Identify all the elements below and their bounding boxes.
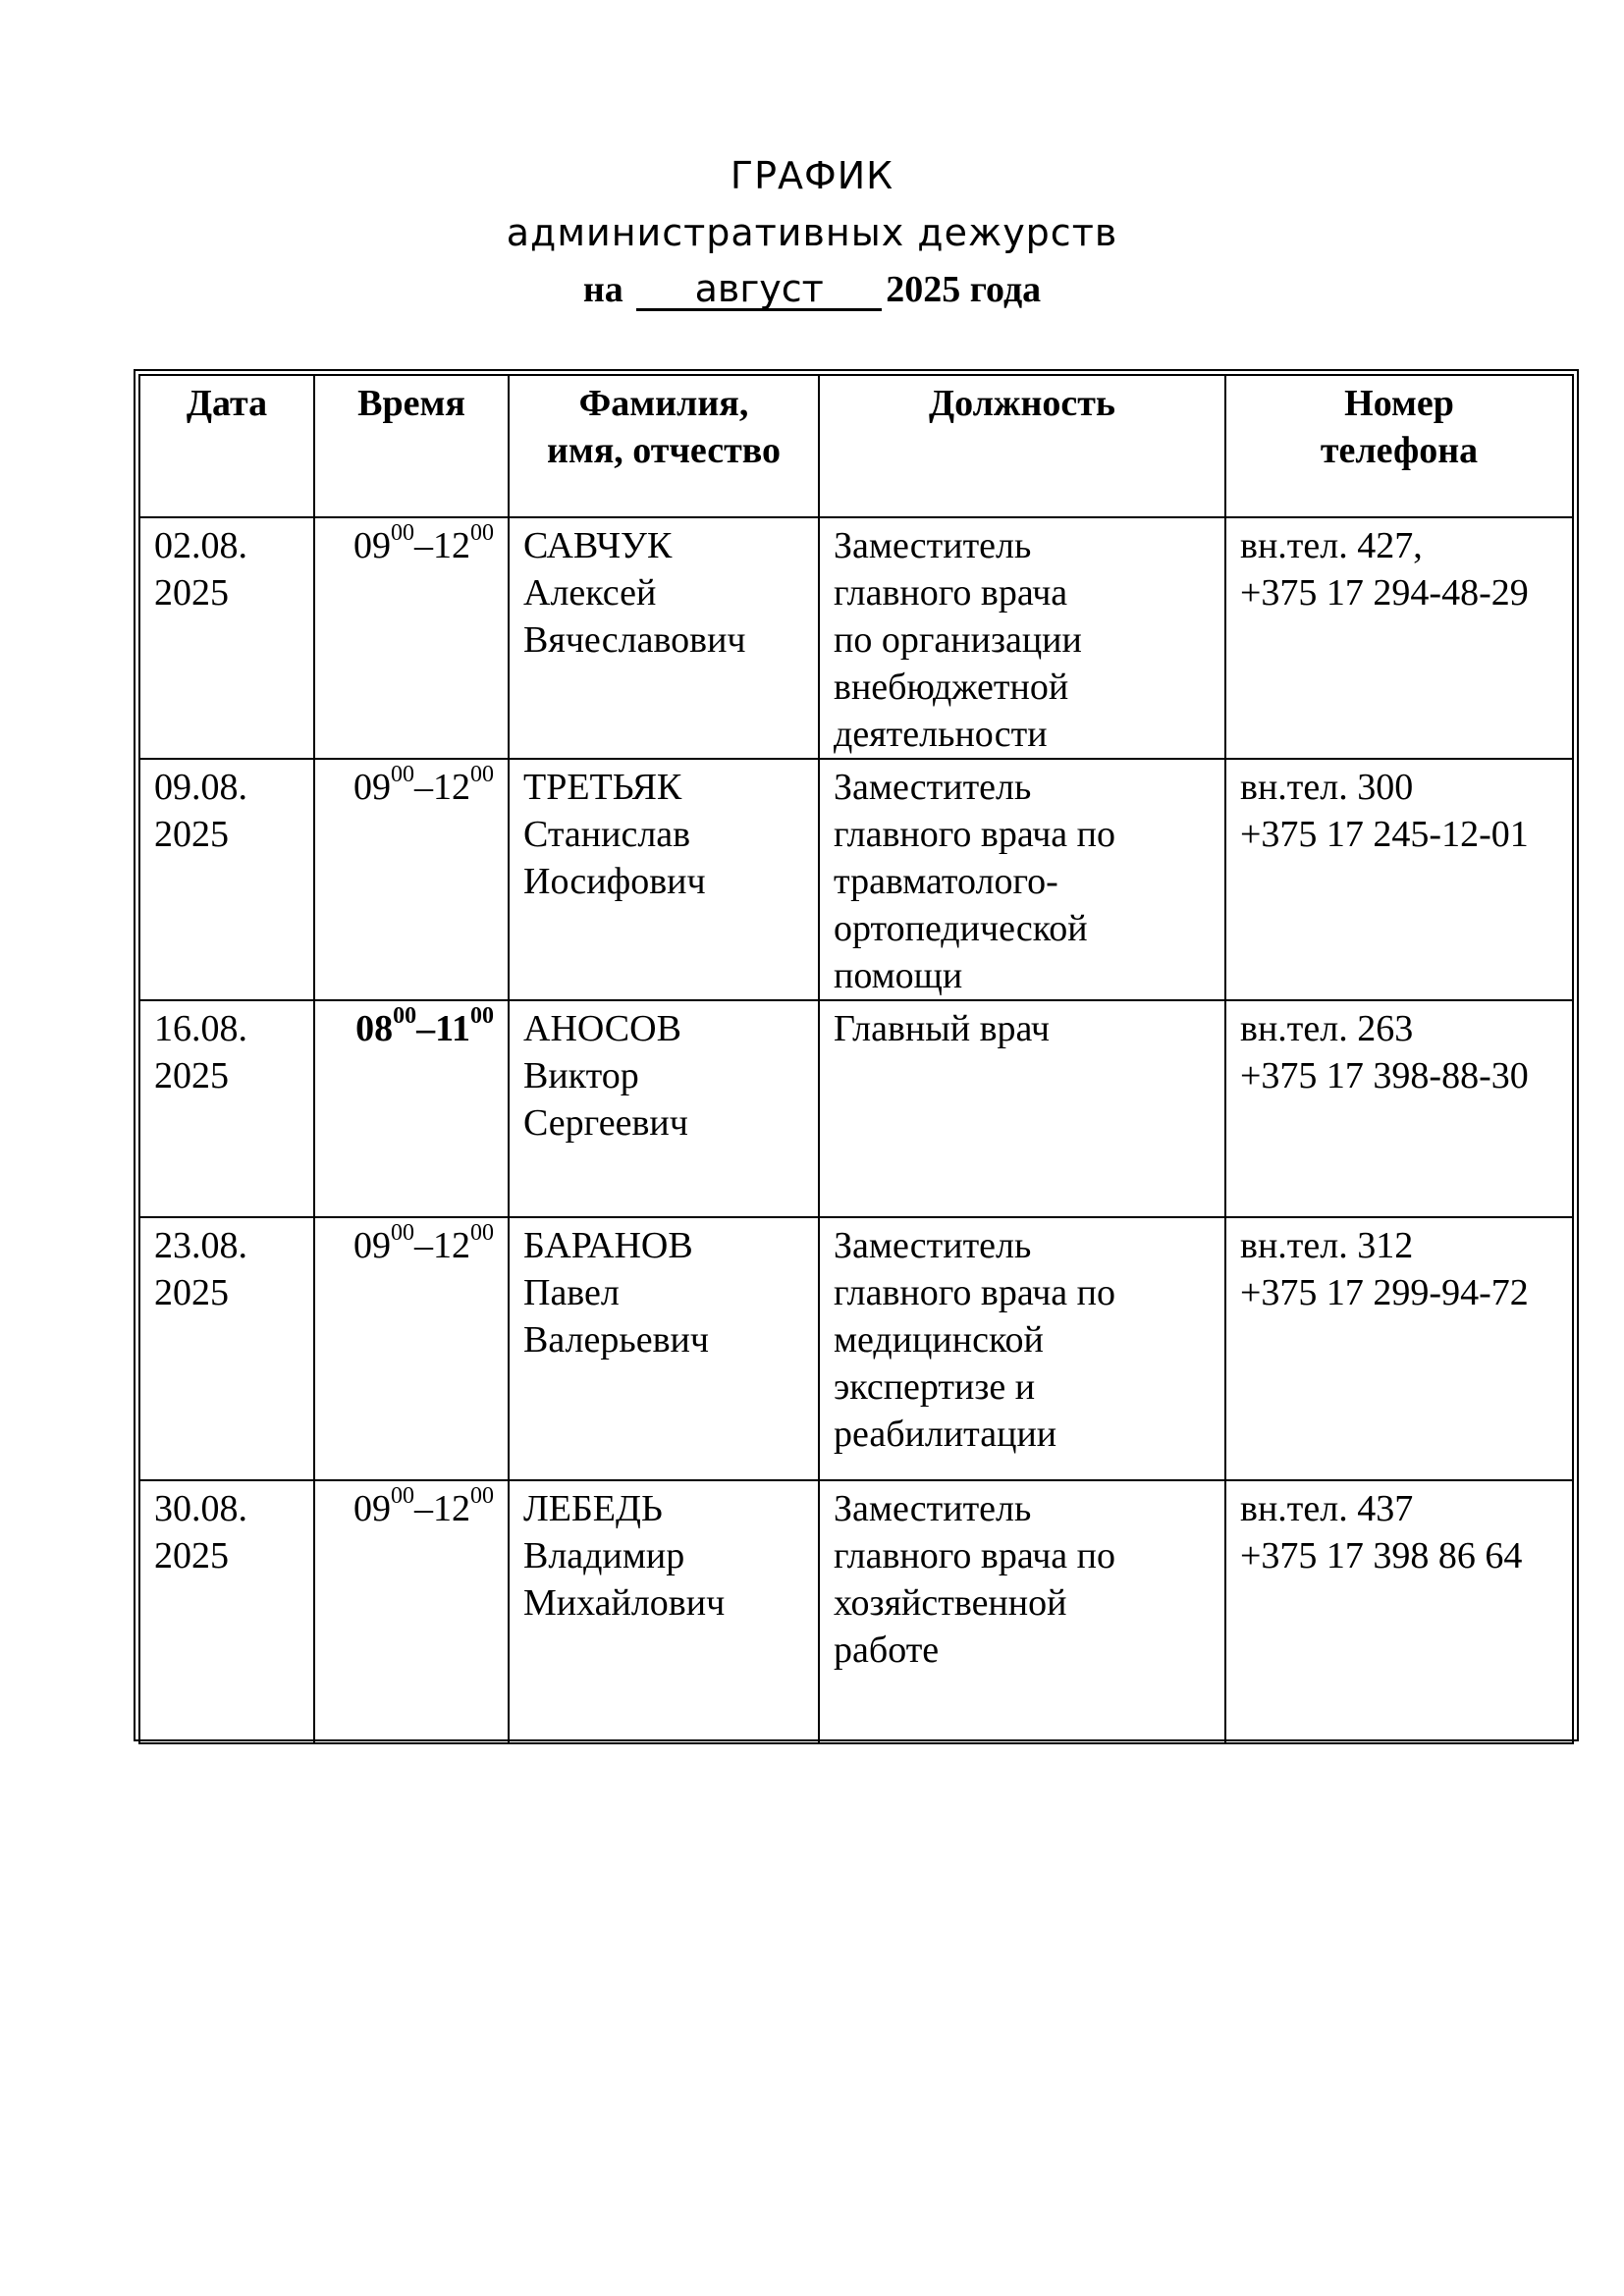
cell-date: 02.08. 2025 — [139, 517, 314, 759]
time-end-hour: 12 — [433, 767, 470, 808]
cell-time — [314, 759, 509, 1000]
cell-position: Главный врач — [819, 1000, 1225, 1217]
time-separator: – — [416, 1008, 436, 1049]
time-end-hour: 12 — [433, 1225, 470, 1266]
table-row — [139, 1480, 1573, 1743]
document-subtitle: административных дежурств — [506, 211, 1118, 254]
time-start-minutes: 00 — [391, 1483, 414, 1510]
cell-time — [314, 1217, 509, 1480]
document-header — [0, 147, 1624, 318]
document-title: ГРАФИК — [730, 154, 894, 197]
cell-name: АНОСОВ Виктор Сергеевич — [509, 1000, 819, 1217]
time-start-minutes: 00 — [391, 1220, 414, 1247]
table-row — [139, 759, 1573, 1000]
time-end-minutes: 00 — [470, 1003, 494, 1030]
cell-date: 16.08. 2025 — [139, 1000, 314, 1217]
schedule-body — [139, 517, 1573, 1743]
cell-phone: вн.тел. 263 +375 17 398-88-30 — [1225, 1000, 1573, 1217]
time-start-hour: 08 — [355, 1008, 394, 1049]
cell-phone: вн.тел. 437 +375 17 398 86 64 — [1225, 1480, 1573, 1743]
table-header-row — [139, 375, 1573, 517]
time-end-hour: 11 — [435, 1008, 470, 1049]
time-start-minutes: 00 — [393, 1003, 417, 1030]
time-end-minutes: 00 — [470, 1220, 494, 1247]
cell-phone: вн.тел. 300 +375 17 245-12-01 — [1225, 759, 1573, 1000]
schedule-table — [138, 374, 1574, 1744]
period-line — [0, 261, 1624, 318]
time-end-minutes: 00 — [470, 762, 494, 788]
time-end-hour: 12 — [433, 525, 470, 566]
time-separator: – — [414, 767, 433, 808]
cell-date: 23.08. 2025 — [139, 1217, 314, 1480]
column-header-position: Должность — [819, 375, 1225, 517]
time-start-hour: 09 — [353, 767, 391, 808]
table-row — [139, 517, 1573, 759]
time-separator: – — [414, 1488, 433, 1529]
cell-time — [314, 517, 509, 759]
schedule-table-frame — [134, 369, 1579, 1741]
cell-date: 30.08. 2025 — [139, 1480, 314, 1743]
column-header-name: Фамилия, имя, отчество — [509, 375, 819, 517]
time-separator: – — [414, 525, 433, 566]
cell-time — [314, 1480, 509, 1743]
time-start-hour: 09 — [353, 525, 391, 566]
cell-position: Заместитель главного врача по медицинской экспертизе и реабилитации — [819, 1217, 1225, 1480]
cell-position: Заместитель главного врача по организации внебюджетной деятельности — [819, 517, 1225, 759]
time-start-minutes: 00 — [391, 520, 414, 547]
time-start-hour: 09 — [353, 1225, 391, 1266]
table-row — [139, 1000, 1573, 1217]
cell-position: Заместитель главного врача по травматолого- ортопедической помощи — [819, 759, 1225, 1000]
period-month: август — [636, 269, 882, 311]
cell-name: САВЧУК Алексей Вячеславович — [509, 517, 819, 759]
period-suffix: 2025 года — [886, 269, 1042, 310]
table-row — [139, 1217, 1573, 1480]
time-start-minutes: 00 — [391, 762, 414, 788]
cell-phone: вн.тел. 427, +375 17 294-48-29 — [1225, 517, 1573, 759]
time-end-minutes: 00 — [470, 520, 494, 547]
time-end-minutes: 00 — [470, 1483, 494, 1510]
column-header-date: Дата — [139, 375, 314, 517]
column-header-time: Время — [314, 375, 509, 517]
cell-time — [314, 1000, 509, 1217]
time-end-hour: 12 — [433, 1488, 470, 1529]
cell-phone: вн.тел. 312 +375 17 299-94-72 — [1225, 1217, 1573, 1480]
cell-position: Заместитель главного врача по хозяйственной работе — [819, 1480, 1225, 1743]
time-start-hour: 09 — [353, 1488, 391, 1529]
cell-name: ТРЕТЬЯК Станислав Иосифович — [509, 759, 819, 1000]
cell-name: ЛЕБЕДЬ Владимир Михайлович — [509, 1480, 819, 1743]
cell-date: 09.08. 2025 — [139, 759, 314, 1000]
column-header-phone: Номер телефона — [1225, 375, 1573, 517]
period-prefix: на — [582, 269, 623, 310]
cell-name: БАРАНОВ Павел Валерьевич — [509, 1217, 819, 1480]
time-separator: – — [414, 1225, 433, 1266]
